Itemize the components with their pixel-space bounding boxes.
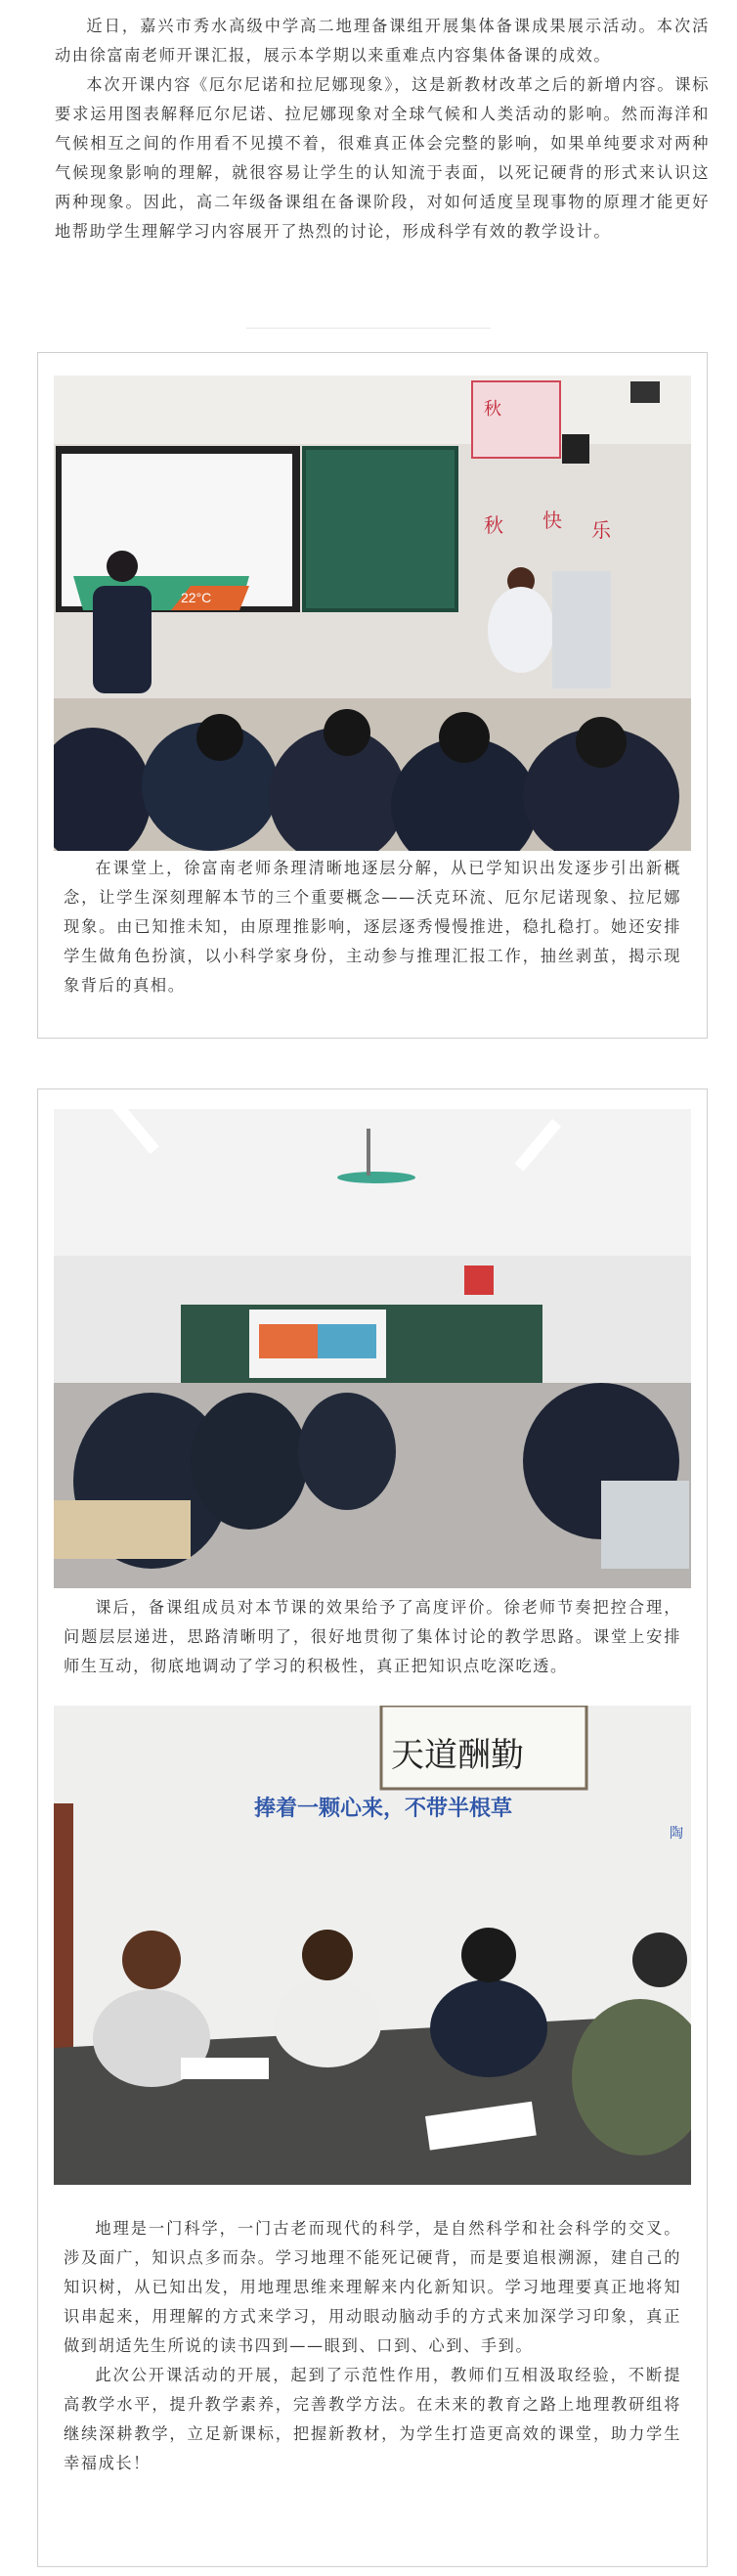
slogan-tail-text: 陶: [670, 1826, 683, 1842]
poster-title: 秋: [484, 399, 501, 420]
closing-paragraph-1: 地理是一门科学，一门古老而现代的科学，是自然科学和社会科学的交叉。涉及面广，知识点多而杂。学习地理不能死记硬背，而是要追根溯源，建自己的知识树，从已知出发，用地理思维来理解来内化新知识。学习地理要真正地将知识串起来，用理解的方式来学习，用动眼动脑动手的方式来加深学习印象，真正做到胡适先生所说的读书四到——眼到、口到、心到、手到。: [64, 2219, 681, 2355]
review-card: [37, 1088, 708, 2567]
meeting-photo: [54, 1706, 691, 2185]
calligraphy-text: 天道酬勤: [391, 1736, 524, 1775]
closing-paragraph-2: 此次公开课活动的开展，起到了示范性作用，教师们互相汲取经验，不断提高教学水平，提升教学素养，完善教学方法。在未来的教育之路上地理教研组将继续深耕教学，立足新课标，把握新教材，为学生打造更高效的课堂，助力学生幸福成长！: [64, 2366, 681, 2472]
classroom-text-block: [64, 854, 681, 1000]
intro-paragraph-2: 本次开课内容《厄尔尼诺和拉尼娜现象》，这是新教材改革之后的新增内容。课标要求运用图表解释厄尔尼诺、拉尼娜现象对全球气候和人类活动的影响。然而海洋和气候相互之间的作用看不见摸不着，很难真正体会完整的影响，如果单纯要求对两种气候现象影响的理解，就很容易让学生的认知流于表面，以死记硬背的形式来认识这两种现象。因此，高二年级备课组在备课阶段，对如何适度呈现事物的原理才能更好地帮助学生理解学习内容展开了热烈的讨论，形成科学有效的教学设计。: [55, 75, 710, 241]
screen-temp-label: 22°C: [181, 590, 212, 605]
intro-section: [55, 12, 710, 246]
deco-char-2: 快: [542, 509, 562, 532]
intro-paragraph-1: 近日，嘉兴市秀水高级中学高二地理备课组开展集体备课成果展示活动。本次活动由徐富南老师开课汇报，展示本学期以来重难点内容集体备课的成效。: [55, 17, 710, 65]
classroom-photo: [54, 376, 691, 851]
review-paragraph: 课后，备课组成员对本节课的效果给予了高度评价。徐老师节奏把控合理，问题层层递进，思路清晰明了，很好地贯彻了集体讨论的教学思路。课堂上安排师生互动，彻底地调动了学习的积极性，真正把知识点吃深吃透。: [64, 1598, 681, 1675]
lecture-hall-photo: [54, 1109, 691, 1588]
slogan-text: 捧着一颗心来，不带半根草: [254, 1797, 513, 1821]
classroom-paragraph: 在课堂上，徐富南老师条理清晰地逐层分解，从已学知识出发逐步引出新概念，让学生深刻理解本节的三个重要概念——沃克环流、厄尔尼诺现象、拉尼娜现象。由已知推未知，由原理推影响，逐层逐秀慢慢推进，稳扎稳打。她还安排学生做角色扮演，以小科学家身份，主动参与推理汇报工作，抽丝剥茧，揭示现象背后的真相。: [64, 859, 681, 995]
section-divider: [246, 328, 491, 329]
deco-char-3: 乐: [591, 518, 611, 542]
closing-text-block: [64, 2214, 681, 2478]
review-text-block: [64, 1593, 681, 1681]
classroom-card: [37, 352, 708, 1039]
deco-char-1: 秋: [484, 513, 503, 537]
